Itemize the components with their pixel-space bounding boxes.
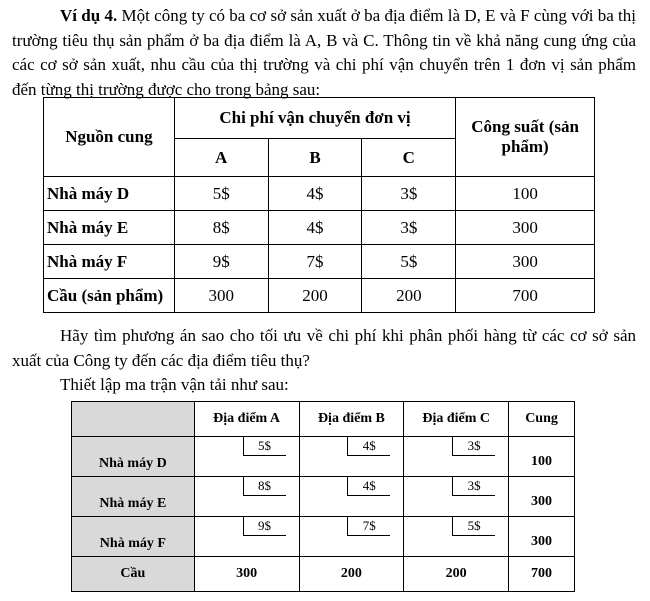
row-label: Nhà máy D	[72, 437, 195, 477]
cost-box: 7$	[347, 517, 390, 536]
demand-cell: 200	[268, 279, 362, 313]
row-label: Nhà máy F	[44, 245, 175, 279]
cost-cell: 8$	[174, 211, 268, 245]
capacity-cell: 300	[456, 245, 595, 279]
table-row	[72, 557, 575, 592]
cost-box: 8$	[243, 477, 286, 496]
setup-paragraph: Thiết lập ma trận vận tải như sau:	[60, 375, 289, 394]
transport-matrix	[71, 401, 575, 592]
matrix-cell	[194, 437, 299, 477]
intro-text: Một công ty có ba cơ sở sản xuất ở ba địa điểm là D, E và F cùng với ba thị trường tiêu thụ sản phẩm ở ba địa điểm là A, B và C. Thông tin về khả năng cung ứng của các cơ sở sản xuất, nhu cầu của thị trường và chi phí vận chuyển trên 1 đơn vị sản phẩm đến từng thị trường được cho trong bảng sau:	[12, 6, 636, 99]
row-label: Cầu	[72, 557, 195, 592]
header-capacity: Công suất (sản phẩm)	[456, 98, 595, 177]
cost-box: 5$	[452, 517, 495, 536]
matrix-cell	[404, 477, 509, 517]
cost-table	[43, 97, 595, 313]
matrix-cell	[404, 517, 509, 557]
table-row	[44, 211, 595, 245]
col-header-b: Địa điểm B	[299, 402, 404, 437]
table-row	[72, 437, 575, 477]
row-label: Nhà máy E	[44, 211, 175, 245]
cost-box: 3$	[452, 477, 495, 496]
matrix-cell	[299, 477, 404, 517]
matrix-corner	[72, 402, 195, 437]
cost-cell: 4$	[268, 211, 362, 245]
header-cost: Chi phí vận chuyển đơn vị	[174, 98, 455, 139]
supply-cell: 100	[509, 437, 575, 477]
matrix-cell	[194, 477, 299, 517]
row-label: Cầu (sản phẩm)	[44, 279, 175, 313]
row-label: Nhà máy D	[44, 177, 175, 211]
demand-cell: 300	[174, 279, 268, 313]
cost-box: 4$	[347, 477, 390, 496]
cost-cell: 5$	[362, 245, 456, 279]
table-row	[72, 517, 575, 557]
cost-cell: 3$	[362, 211, 456, 245]
table-row	[44, 279, 595, 313]
col-header-c: C	[362, 139, 456, 177]
cost-box: 9$	[243, 517, 286, 536]
cost-cell: 4$	[268, 177, 362, 211]
supply-cell: 300	[509, 517, 575, 557]
table-row	[44, 177, 595, 211]
col-header-c: Địa điểm C	[404, 402, 509, 437]
capacity-cell: 100	[456, 177, 595, 211]
capacity-cell: 700	[456, 279, 595, 313]
matrix-cell	[194, 517, 299, 557]
col-header-a: Địa điểm A	[194, 402, 299, 437]
cost-box: 5$	[243, 437, 286, 456]
demand-cell: 300	[194, 557, 299, 592]
row-label: Nhà máy F	[72, 517, 195, 557]
row-label: Nhà máy E	[72, 477, 195, 517]
supply-cell: 700	[509, 557, 575, 592]
matrix-cell	[299, 437, 404, 477]
cost-cell: 3$	[362, 177, 456, 211]
demand-cell: 200	[362, 279, 456, 313]
intro-paragraph	[12, 4, 636, 102]
matrix-cell	[404, 437, 509, 477]
question-paragraph: Hãy tìm phương án sao cho tối ưu về chi phí khi phân phối hàng từ các cơ sở sản xuất của Công ty đến các địa điểm tiêu thụ?	[12, 326, 636, 370]
supply-cell: 300	[509, 477, 575, 517]
cost-cell: 7$	[268, 245, 362, 279]
demand-cell: 200	[404, 557, 509, 592]
capacity-cell: 300	[456, 211, 595, 245]
matrix-cell	[299, 517, 404, 557]
document-page	[12, 4, 636, 102]
col-header-supply: Cung	[509, 402, 575, 437]
cost-cell: 5$	[174, 177, 268, 211]
table-row	[44, 245, 595, 279]
header-source: Nguồn cung	[44, 98, 175, 177]
col-header-a: A	[174, 139, 268, 177]
example-title: Ví dụ 4.	[60, 6, 118, 25]
cost-cell: 9$	[174, 245, 268, 279]
demand-cell: 200	[299, 557, 404, 592]
question-block	[12, 324, 636, 398]
table-row	[72, 477, 575, 517]
cost-box: 4$	[347, 437, 390, 456]
col-header-b: B	[268, 139, 362, 177]
cost-box: 3$	[452, 437, 495, 456]
